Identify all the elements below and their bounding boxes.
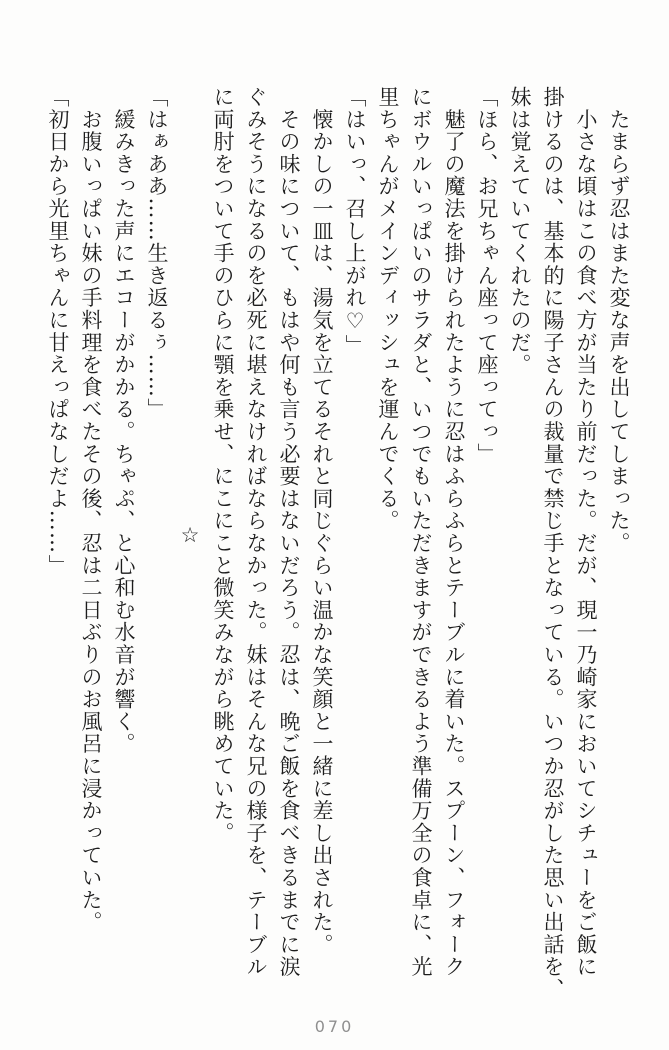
text-column: 妹は覚えていてくれたのだ。 (508, 86, 532, 376)
text-column: 掛けるのは、基本的に陽子さんの裁量で禁じ手となっている。いつか忍がした思い出話を、 (541, 86, 565, 1001)
text-column-dialogue: 「はいっ、召し上がれ♡」 (343, 86, 367, 357)
text-column: 懐かしの一皿は、湯気を立てるそれと同じぐらい温かな笑顔と一緒に差し出された。 (310, 86, 334, 956)
text-column: にボウルいっぱいのサラダと、いつでもいただきますができるよう準備万全の食卓に、光 (409, 86, 433, 978)
text-column: 小さな頃はこの食べ方が当たり前だった。だが、現一乃崎家においてシチューをご飯に (574, 86, 598, 978)
vertical-text-block (41, 86, 635, 1001)
text-column: 里ちゃんがメインディッシュを運んでくる。 (376, 86, 400, 532)
text-column: その味について、もはや何も言う必要はないだろう。忍は、晩ご飯を食べきるまでに涙 (277, 86, 301, 978)
text-column-dialogue: 「初日から光里ちゃんに甘えっぱなしだよ……」 (46, 86, 70, 577)
text-column: お腹いっぱい妹の手料理を食べたその後、忍は二日ぶりのお風呂に浸かっていた。 (79, 86, 103, 934)
text-column: に両肘をついて手のひらに顎を乗せ、にこにこと微笑みながら眺めていた。 (211, 86, 235, 845)
text-column-dialogue: 「ほら、お兄ちゃん座って座ってっ」 (475, 86, 499, 466)
text-column: 緩みきった声にエコーがかかる。ちゃぷ、と心和む水音が響く。 (112, 86, 136, 755)
text-column: 魅了の魔法を掛けられたように忍はふらふらとテーブルに着いた。スプーン、フォーク (442, 86, 466, 978)
scene-break-star: ☆ (178, 523, 202, 549)
text-column: たまらず忍はまた変な声を出してしまった。 (607, 86, 631, 555)
page-number: 070 (314, 1017, 355, 1036)
text-column-dialogue: 「はぁああ……生き返るぅ……」 (145, 86, 169, 421)
text-column: ぐみそうになるのを必死に堪えなければならなかった。妹はそんな兄の様子を、テーブル (244, 86, 268, 978)
